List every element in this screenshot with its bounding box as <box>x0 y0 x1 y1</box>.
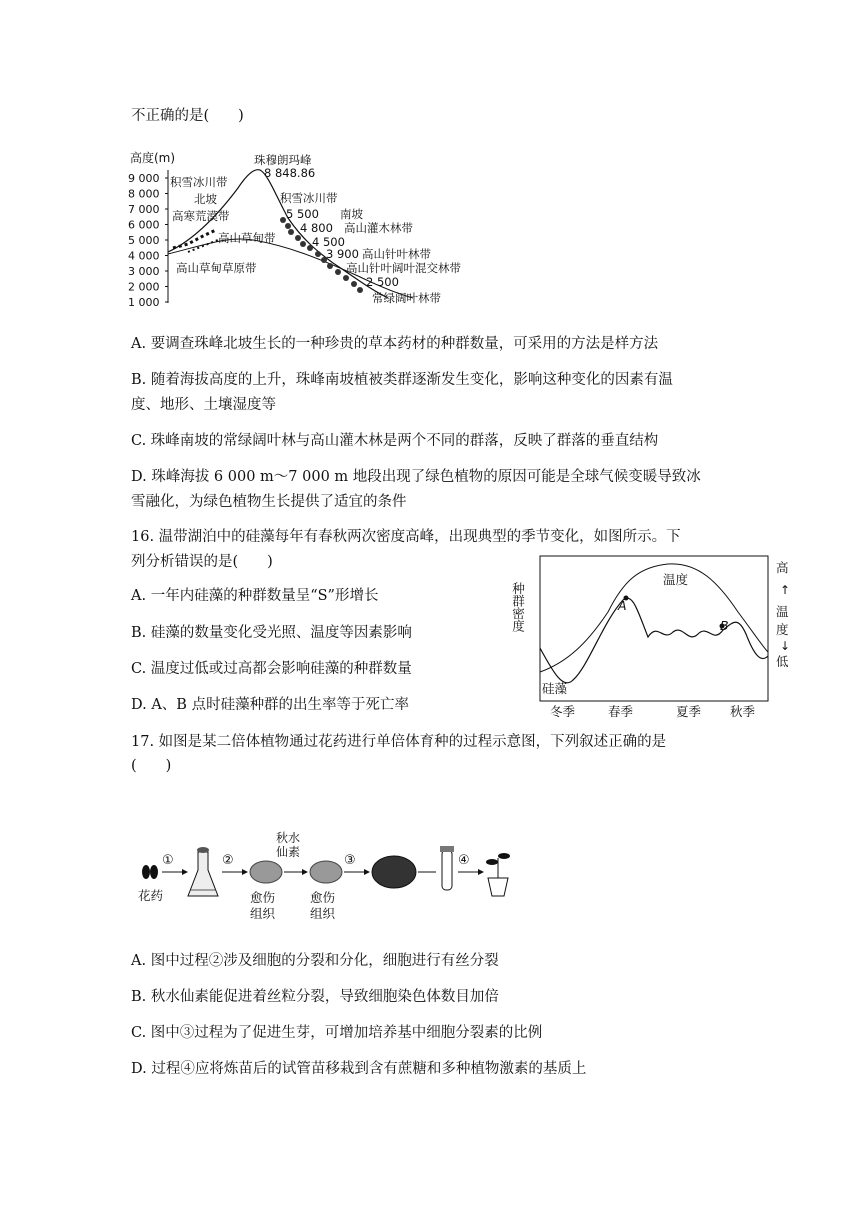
season-label: 夏季 <box>676 704 702 719</box>
south-slope: 南坡 <box>340 207 363 221</box>
north-meadow-belt: 高山草甸带 <box>218 231 276 245</box>
q17-stem-line2: ( ) <box>131 758 172 774</box>
q16-option-a: A. 一年内硅藻的种群数量呈“S”形增长 <box>131 588 379 604</box>
test-tube-icon <box>442 850 452 890</box>
season-label: 春季 <box>608 704 634 719</box>
north-steppe-belt: 高山草甸草原带 <box>176 261 257 275</box>
anther-label: 花药 <box>138 888 164 903</box>
south-snow-belt: 积雪冰川带 <box>280 191 338 205</box>
haploid-breeding-figure <box>138 830 528 930</box>
q16-option-b: B. 硅藻的数量变化受光照、温度等因素影响 <box>131 625 412 641</box>
y-tick-label: 2 000 <box>128 280 160 294</box>
q15-option-b-line1: B. 随着海拔高度的上升，珠峰南坡植被类群逐渐发生变化，影响这种变化的因素有温 <box>131 372 673 388</box>
q17-option-d: D. 过程④应将炼苗后的试管苗移栽到含有蔗糖和多种植物激素的基质上 <box>131 1061 587 1077</box>
q16-option-c: C. 温度过低或过高都会影响硅藻的种群数量 <box>131 661 412 677</box>
diatom-season-figure <box>508 552 798 722</box>
colchicine-line2: 仙素 <box>276 845 301 859</box>
q15-option-a: A. 要调查珠峰北坡生长的一种珍贵的草本药材的种群数量，可采用的方法是样方法 <box>131 336 659 352</box>
y-tick-label: 4 000 <box>128 249 160 263</box>
q16-option-d: D. A、B 点时硅藻种群的出生率等于死亡率 <box>131 697 410 713</box>
season-label: 秋季 <box>730 704 756 719</box>
y-tick-label: 1 000 <box>128 296 160 309</box>
arrow-up-icon: ↑ <box>780 583 791 597</box>
q15-option-d-line1: D. 珠峰海拔 6 000 m～7 000 m 地段出现了绿色植物的原因可能是全球气候变暖导致冰 <box>131 469 701 485</box>
everest-vegetation-figure <box>128 148 488 313</box>
q17-option-a: A. 图中过程②涉及细胞的分裂和分化，细胞进行有丝分裂 <box>131 953 499 969</box>
anther-icon <box>142 865 150 879</box>
point-a-label: A <box>618 598 627 613</box>
y-tick-label: 3 000 <box>128 265 160 278</box>
q15-option-d-line2: 雪融化，为绿色植物生长提供了适宜的条件 <box>131 494 407 510</box>
right-axis-temp-2: 度 <box>776 622 789 637</box>
point-b-label: B <box>720 618 729 633</box>
peak-name: 珠穆朗玛峰 <box>254 153 312 167</box>
callus-2-line1: 愈伤 <box>310 890 336 905</box>
algae-curve-label: 硅藻 <box>542 681 568 696</box>
y-tick-label: 7 000 <box>128 203 160 216</box>
q16-stem-line1: 16. 温带湖泊中的硅藻每年有春秋两次密度高峰，出现典型的季节变化，如图所示。下 <box>131 529 681 545</box>
q17-option-b: B. 秋水仙素能促进着丝粒分裂，导致细胞染色体数目加倍 <box>131 989 499 1005</box>
y-label-density: 种群密度 <box>510 582 526 632</box>
shoot-cluster-icon <box>372 856 416 888</box>
right-axis-temp-1: 温 <box>776 604 789 619</box>
south-5500: 5 500 <box>286 207 319 221</box>
callus-1-line2: 组织 <box>250 906 276 921</box>
callus-1-icon <box>250 861 282 883</box>
step-3: ③ <box>344 853 356 868</box>
callus-2-line2: 组织 <box>310 906 336 921</box>
flask-icon <box>188 852 218 896</box>
step-2: ② <box>222 853 234 868</box>
y-tick-label: 8 000 <box>128 187 160 201</box>
q17-option-c: C. 图中③过程为了促进生芽，可增加培养基中细胞分裂素的比例 <box>131 1025 543 1041</box>
south-mixed-belt: 高山针叶阔叶混交林带 <box>346 261 461 275</box>
right-axis-low: 低 <box>776 654 789 669</box>
q15-option-b-line2: 度、地形、土壤湿度等 <box>131 397 276 413</box>
y-tick-label: 5 000 <box>128 234 160 247</box>
south-shrub-belt: 高山灌木林带 <box>344 221 413 235</box>
q16-stem-line2: 列分析错误的是( ) <box>131 554 273 570</box>
step-1: ① <box>162 853 174 868</box>
north-slope: 北坡 <box>194 192 217 206</box>
step-4: ④ <box>458 853 470 868</box>
north-snow-belt: 积雪冰川带 <box>170 175 228 189</box>
season-label: 冬季 <box>550 704 576 719</box>
q17-stem-line1: 17. 如图是某二倍体植物通过花药进行单倍体育种的过程示意图，下列叙述正确的是 <box>131 734 667 750</box>
colchicine-line1: 秋水 <box>276 831 301 845</box>
callus-2-icon <box>310 861 342 883</box>
q15-option-c: C. 珠峰南坡的常绿阔叶林与高山灌木林是两个不同的群落，反映了群落的垂直结构 <box>131 433 659 449</box>
south-2500: 2 500 <box>366 275 399 289</box>
q15-stem-tail: 不正确的是( ) <box>131 108 244 124</box>
south-3900: 3 900 <box>326 247 359 261</box>
callus-1-line1: 愈伤 <box>250 890 276 905</box>
south-4800: 4 800 <box>300 221 333 235</box>
temp-curve-label: 温度 <box>663 572 689 587</box>
y-tick-label: 6 000 <box>128 218 160 232</box>
pot-plant-icon <box>488 878 508 896</box>
south-conifer-belt: 高山针叶林带 <box>362 247 431 261</box>
y-tick-label: 9 000 <box>128 172 160 185</box>
south-4500: 4 500 <box>312 235 345 249</box>
y-axis-label: 高度(m) <box>130 151 176 165</box>
right-axis-high: 高 <box>776 560 789 575</box>
north-desert-belt: 高寒荒漠带 <box>172 209 230 223</box>
peak-height: 8 848.86 <box>264 166 316 180</box>
south-evergreen-belt: 常绿阔叶林带 <box>372 291 441 305</box>
arrow-down-icon: ↓ <box>780 639 791 653</box>
